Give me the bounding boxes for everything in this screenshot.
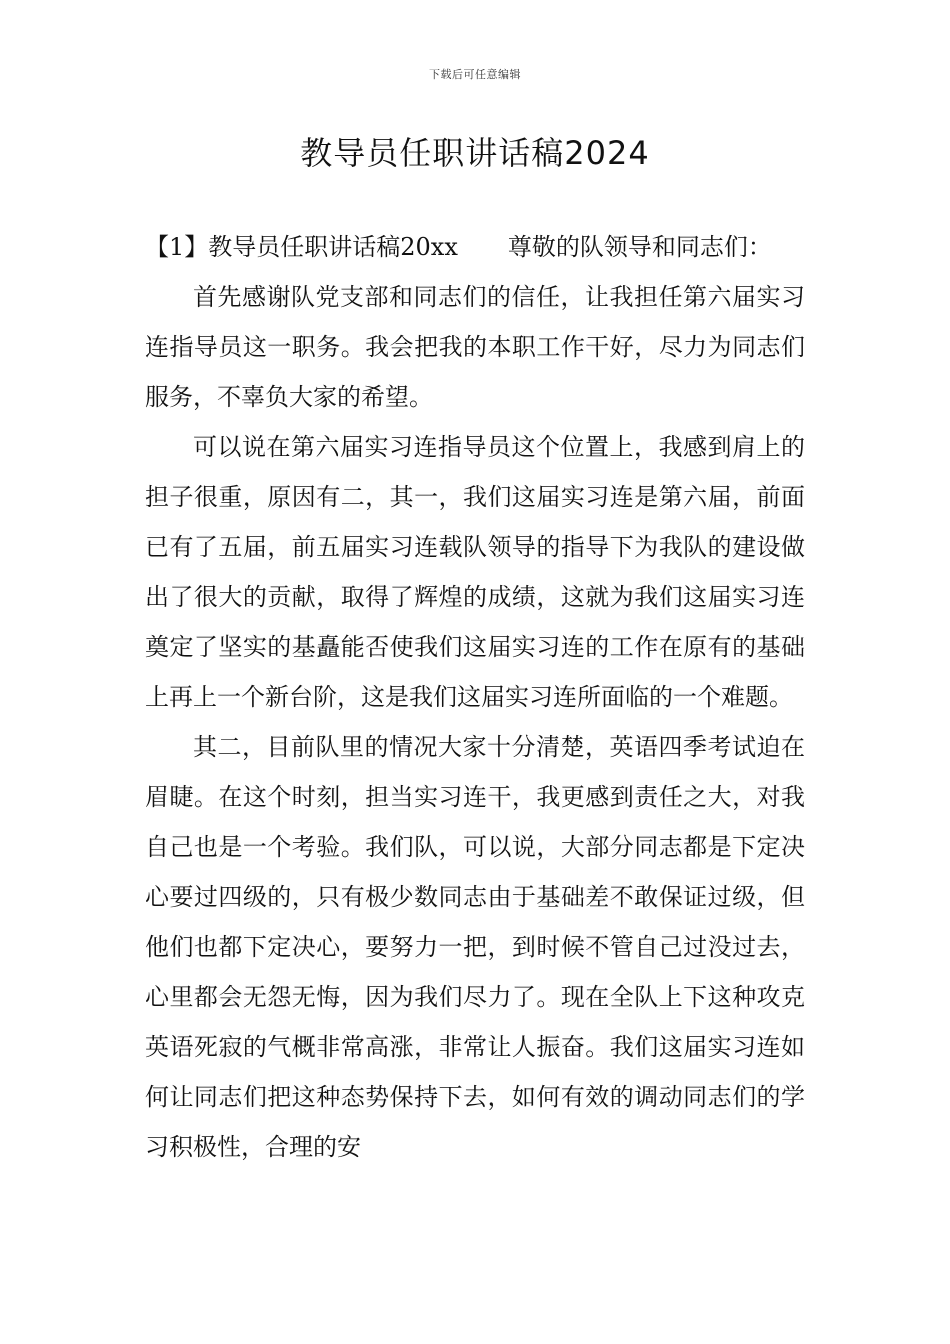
document-body [145, 222, 805, 1172]
header-note: 下载后可任意编辑 [429, 68, 521, 81]
paragraph: 可以说在第六届实习连指导员这个位置上，我感到肩上的担子很重，原因有二，其一，我们这届实习连是第六届，前面已有了五届，前五届实习连载队领导的指导下为我队的建设做出了很大的贡献，取得了辉煌的成绩，这就为我们这届实习连奠定了坚实的基矗能否使我们这届实习连的工作在原有的基础上再上一个新台阶，这是我们这届实习连所面临的一个难题。 [145, 433, 805, 711]
intro-line [145, 222, 805, 272]
document-title: 教导员任职讲话稿2024 [300, 134, 650, 172]
salutation: 尊敬的队领导和同志们： [507, 233, 772, 261]
paragraph: 首先感谢队党支部和同志们的信任，让我担任第六届实习连指导员这一职务。我会把我的本职工作干好，尽力为同志们服务，不辜负大家的希望。 [145, 283, 805, 411]
paragraph: 其二，目前队里的情况大家十分清楚，英语四季考试迫在眉睫。在这个时刻，担当实习连干，我更感到责任之大，对我自己也是一个考验。我们队，可以说，大部分同志都是下定决心要过四级的，只有极少数同志由于基础差不敢保证过级，但他们也都下定决心，要努力一把，到时候不管自己过没过去，心里都会无怨无悔，因为我们尽力了。现在全队上下这种攻克英语死寂的气概非常高涨，非常让人振奋。我们这届实习连如何让同志们把这种态势保持下去，如何有效的调动同志们的学习积极性，合理的安 [145, 733, 805, 1161]
intro-heading: 【1】教导员任职讲话稿20xx [145, 233, 458, 261]
